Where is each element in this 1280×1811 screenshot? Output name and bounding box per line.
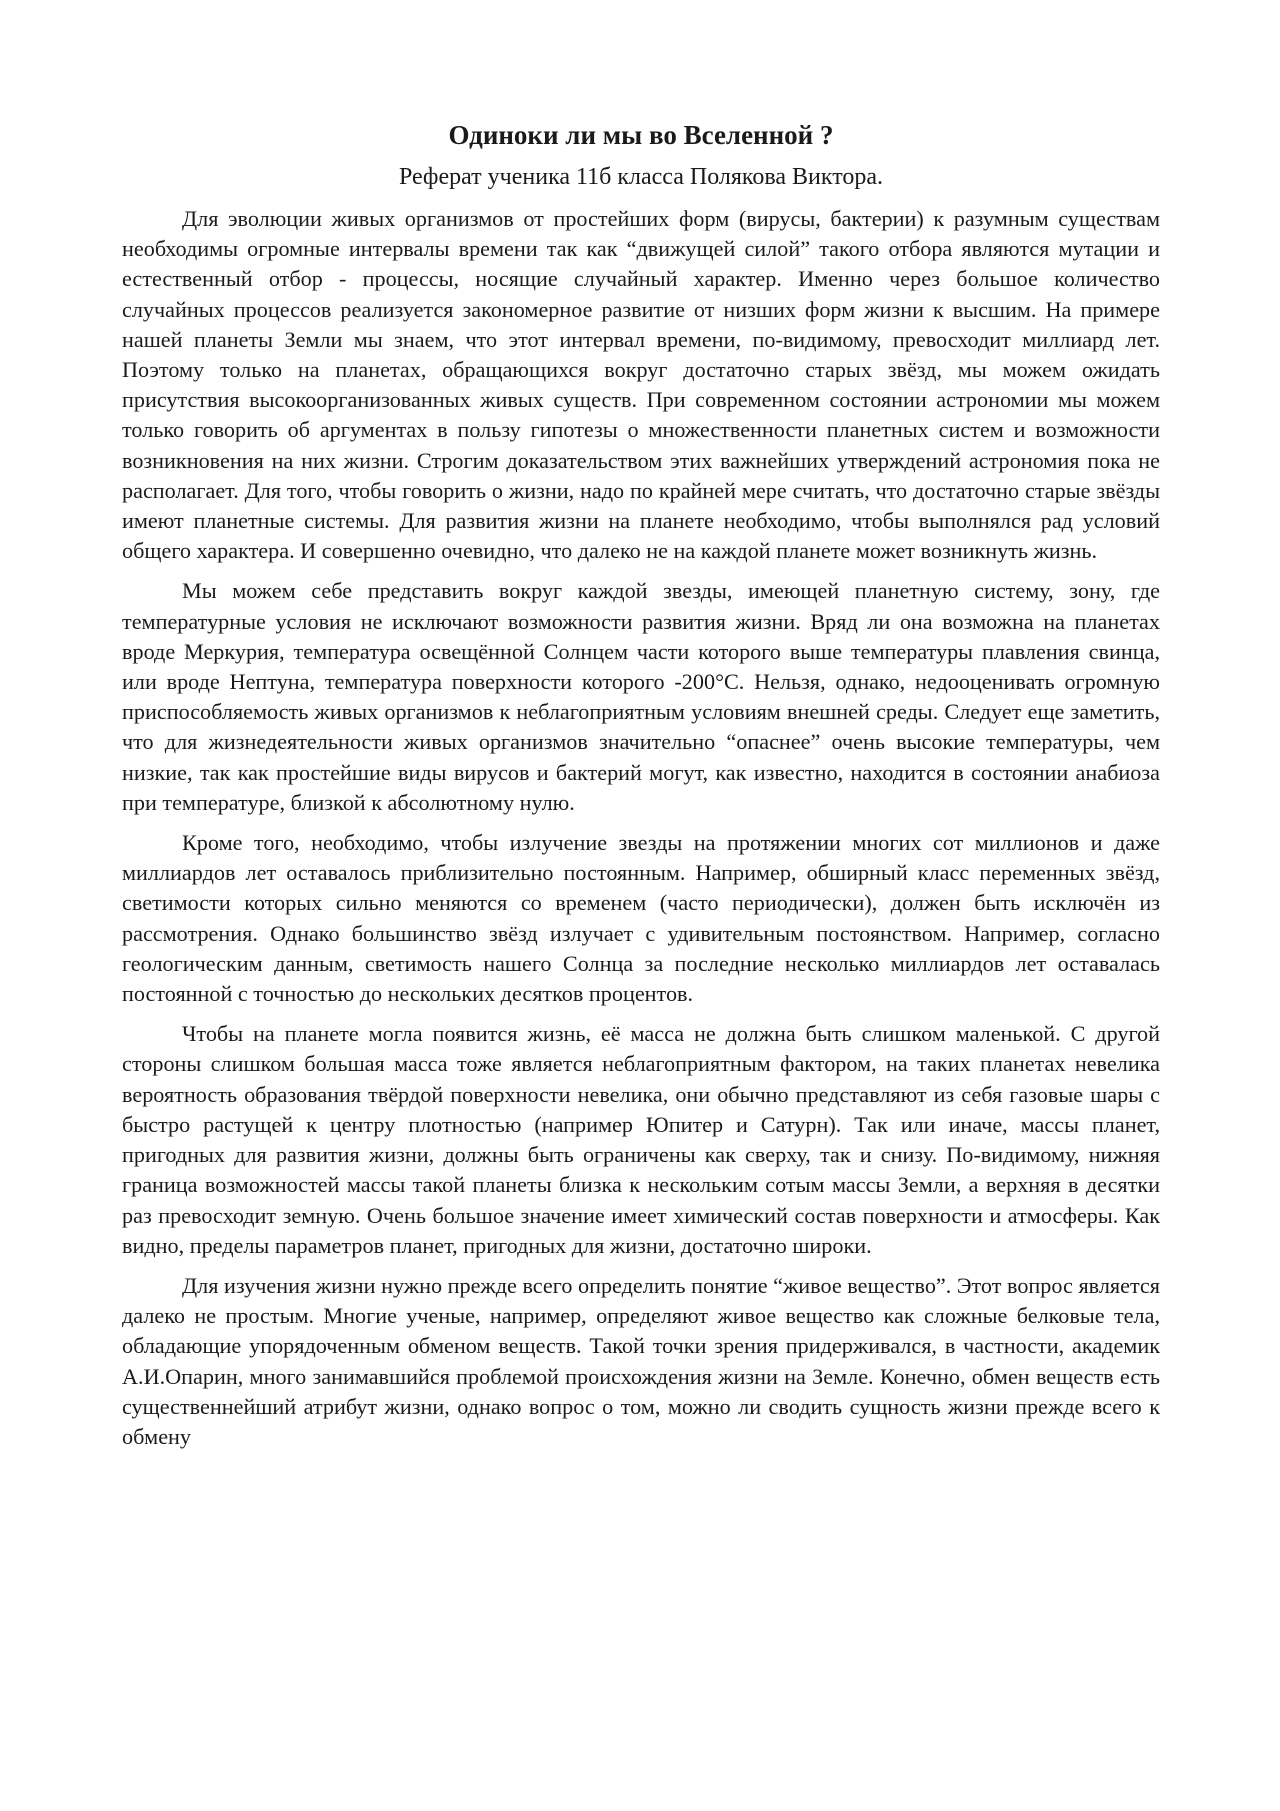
paragraph-1: Для эволюции живых организмов от простейших форм (вирусы, бактерии) к разумным существам необходимы огромные интервалы времени так как “движущей силой” такого отбора являются мутации и естественный отбор - процессы, носящие случайный характер. Именно через большое количество случайных процессов реализуется закономерное развитие от низших форм жизни к высшим. На примере нашей планеты Земли мы знаем, что этот интервал времени, по-видимому, превосходит миллиард лет. Поэтому только на планетах, обращающихся вокруг достаточно старых звёзд, мы можем ожидать присутствия высокоорганизованных живых существ. При современном состоянии астрономии мы можем только говорить об аргументах в пользу гипотезы о множественности планетных систем и возможности возникновения на них жизни. Строгим доказательством этих важнейших утверждений астрономия пока не располагает. Для того, чтобы говорить о жизни, надо по крайней мере считать, что достаточно старые звёзды имеют планетные системы. Для развития жизни на планете необходимо, чтобы выполнялся рад условий общего характера. И совершенно очевидно, что далеко не на каждой планете может возникнуть жизнь. <box>122 206 1160 564</box>
page-title: Одиноки ли мы во Вселенной ? <box>448 120 834 150</box>
paragraph-3: Кроме того, необходимо, чтобы излучение звезды на протяжении многих сот миллионов и даже миллиардов лет оставалось приблизительно постоянным. Например, обширный класс переменных звёзд, светимости которых сильно меняются со временем (часто периодически), должен быть исключён из рассмотрения. Однако большинство звёзд излучает с удивительным постоянством. Например, согласно геологическим данным, светимость нашего Солнца за последние несколько миллиардов лет оставалась постоянной с точностью до нескольких десятков процентов. <box>122 830 1160 1007</box>
document-content <box>122 118 1160 1462</box>
page-subtitle: Реферат ученика 11б класса Полякова Виктора. <box>398 164 884 190</box>
paragraph-4: Чтобы на планете могла появится жизнь, её масса не должна быть слишком маленькой. С другой стороны слишком большая масса тоже является неблагоприятным фактором, на таких планетах невелика вероятность образования твёрдой поверхности невелика, они обычно представляют из себя газовые шары с быстро растущей к центру плотностью (например Юпитер и Сатурн). Так или иначе, массы планет, пригодных для развития жизни, должны быть ограничены как сверху, так и снизу. По-видимому, нижняя граница возможностей массы такой планеты близка к нескольким сотым массы Земли, а верхняя в десятки раз превосходит земную. Очень большое значение имеет химический состав поверхности и атмосферы. Как видно, пределы параметров планет, пригодных для жизни, достаточно широки. <box>122 1021 1160 1258</box>
paragraph-2: Мы можем себе представить вокруг каждой звезды, имеющей планетную систему, зону, где температурные условия не исключают возможности развития жизни. Вряд ли она возможна на планетах вроде Меркурия, температура освещённой Солнцем части которого выше температуры плавления свинца, или вроде Нептуна, температура поверхности которого -200°С. Нельзя, однако, недооценивать огромную приспособляемость живых организмов к неблагоприятным условиям внешней среды. Следует еще заметить, что для жизнедеятельности живых организмов значительно “опаснее” очень высокие температуры, чем низкие, так как простейшие виды вирусов и бактерий могут, как известно, находится в состоянии анабиоза при температуре, близкой к абсолютному нулю. <box>122 578 1160 815</box>
paragraph-5: Для изучения жизни нужно прежде всего определить понятие “живое вещество”. Этот вопрос является далеко не простым. Многие ученые, например, определяют живое вещество как сложные белковые тела, обладающие упорядоченным обменом веществ. Такой точки зрения придерживался, в частности, академик А.И.Опарин, много занимавшийся проблемой происхождения жизни на Земле. Конечно, обмен веществ есть существеннейший атрибут жизни, однако вопрос о том, можно ли сводить сущность жизни прежде всего к обмену <box>122 1272 1160 1449</box>
